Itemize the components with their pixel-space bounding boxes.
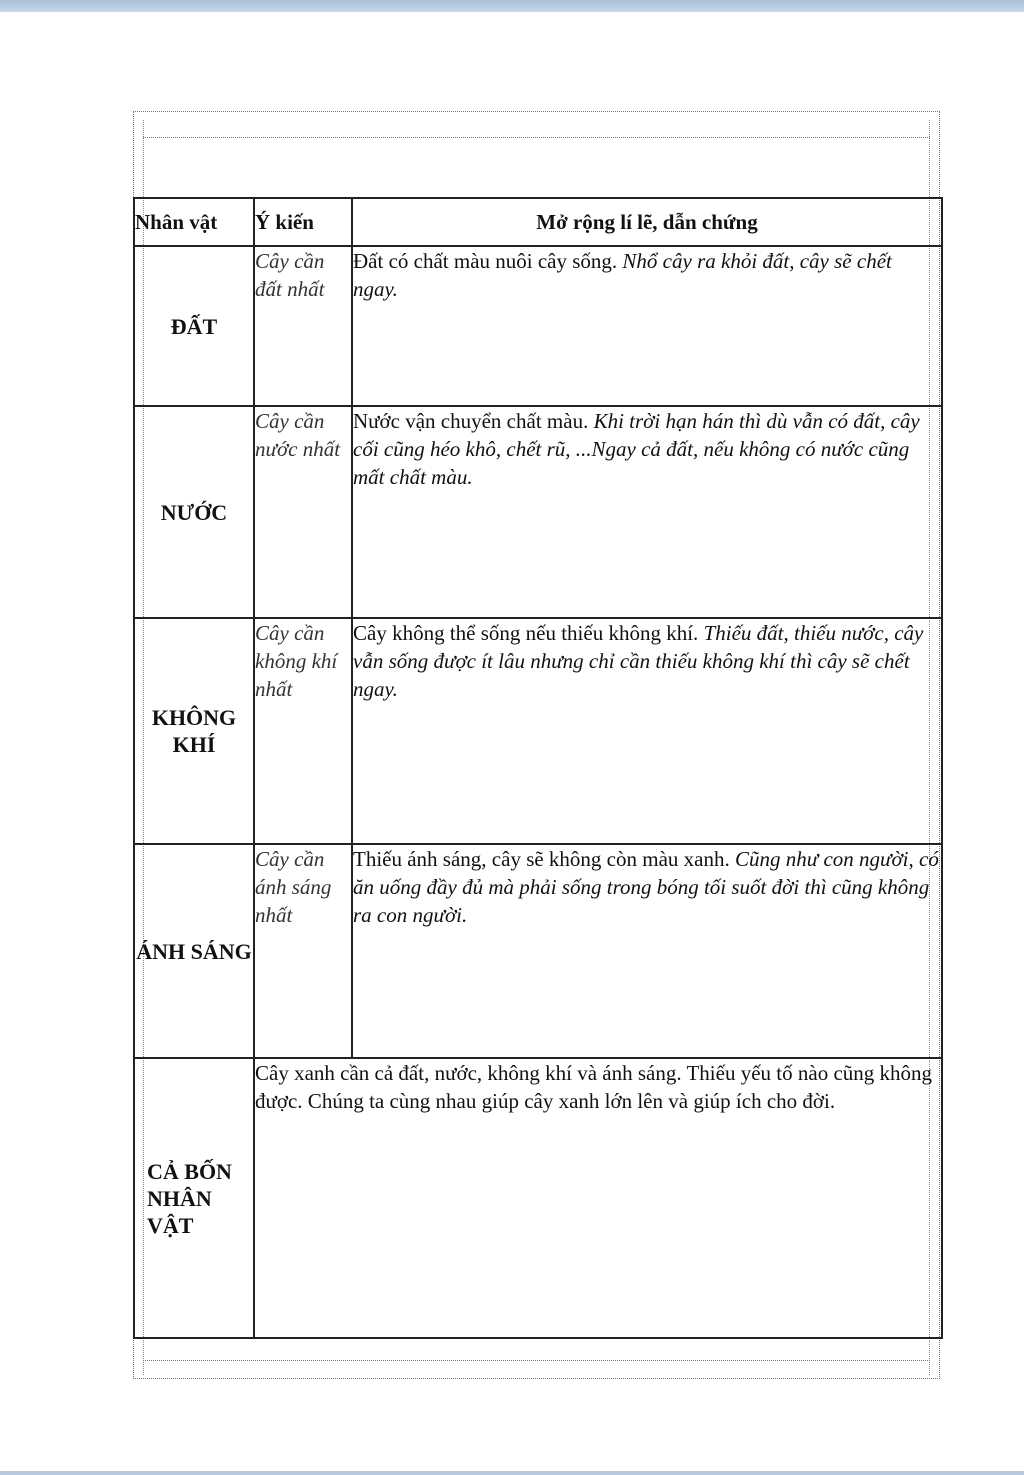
opinion-cell: Cây cần nước nhất [254, 406, 352, 618]
detail-cell [352, 618, 942, 844]
table-row [134, 406, 942, 618]
character-cell: NƯỚC [134, 406, 254, 618]
detail-plain-text: Cây không thể sống nếu thiếu không khí. [353, 621, 704, 645]
detail-italic-text: Khi trời hạn hán thì dù vẫn có đất, cây cối cũng héo khô, chết rũ, ...Ngay cả đất, nếu không có nước cũng mất chất màu. [353, 409, 920, 489]
opinion-cell: Cây cần đất nhất [254, 246, 352, 406]
detail-plain-text: Thiếu ánh sáng, cây sẽ không còn màu xanh. [353, 847, 735, 871]
document-table [133, 197, 943, 1339]
table-header-row [134, 198, 942, 246]
table-row [134, 618, 942, 844]
character-cell: ĐẤT [134, 246, 254, 406]
opinion-cell: Cây cần không khí nhất [254, 618, 352, 844]
detail-italic-text: Cũng như con người, có ăn uống đầy đủ mà phải sống trong bóng tối suốt đời thì cũng không ra con người. [353, 847, 939, 927]
dotted-guide-line [143, 1360, 930, 1361]
header-character: Nhân vật [134, 198, 254, 246]
header-detail: Mở rộng lí lẽ, dẫn chứng [352, 198, 942, 246]
character-cell: CẢ BỐN NHÂN VẬT [134, 1058, 254, 1338]
dotted-guide-line [143, 137, 930, 138]
character-cell: KHÔNG KHÍ [134, 618, 254, 844]
table-row-summary [134, 1058, 942, 1338]
detail-cell [352, 844, 942, 1058]
table-row [134, 246, 942, 406]
header-opinion: Ý kiến [254, 198, 352, 246]
window-top-bar [0, 0, 1024, 12]
detail-cell [352, 246, 942, 406]
table-row [134, 844, 942, 1058]
window-bottom-bar [0, 1471, 1024, 1475]
summary-cell: Cây xanh cần cả đất, nước, không khí và ánh sáng. Thiếu yếu tố nào cũng không được. Chúng ta cùng nhau giúp cây xanh lớn lên và giúp ích cho đời. [254, 1058, 942, 1338]
detail-cell [352, 406, 942, 618]
detail-plain-text: Nước vận chuyển chất màu. [353, 409, 594, 433]
opinion-cell: Cây cần ánh sáng nhất [254, 844, 352, 1058]
detail-italic-text: Thiếu đất, thiếu nước, cây vẫn sống được ít lâu nhưng chỉ cần thiếu không khí thì cây sẽ chết ngay. [353, 621, 924, 701]
detail-plain-text: Đất có chất màu nuôi cây sống. [353, 249, 623, 273]
detail-italic-text: Nhổ cây ra khỏi đất, cây sẽ chết ngay. [353, 249, 892, 301]
character-cell: ÁNH SÁNG [134, 844, 254, 1058]
